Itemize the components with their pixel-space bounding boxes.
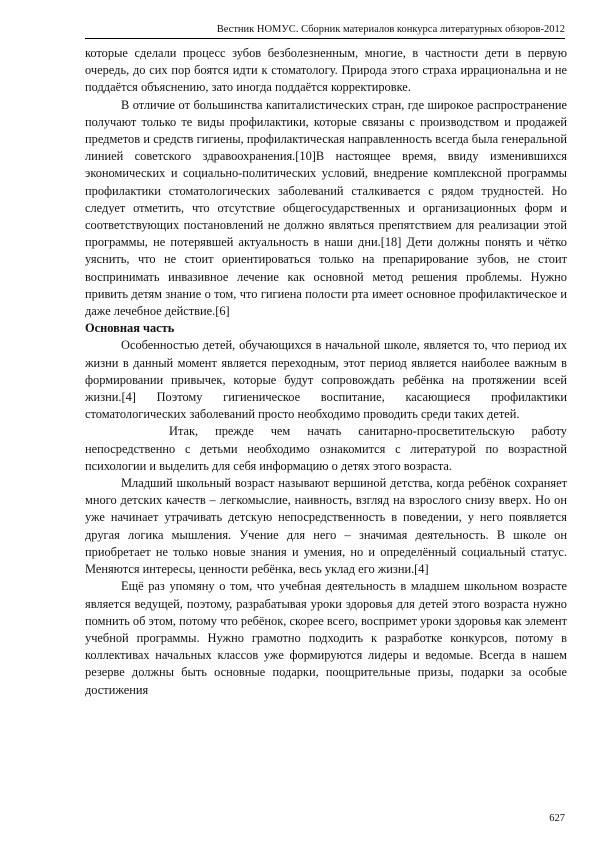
page-number: 627 bbox=[549, 813, 565, 824]
header-rule bbox=[85, 38, 565, 39]
section-heading: Основная часть bbox=[85, 321, 175, 336]
paragraph-continued: которые сделали процесс зубов безболезненным, многие, в частности дети в первую очередь, до сих пор боятся идти к стоматологу. Природа этого страха иррациональна и не поддаётся объяснению, зато иногда поддаётся корректировке. bbox=[85, 46, 567, 95]
running-header: Вестник НОМУС. Сборник материалов конкурса литературных обзоров-2012 bbox=[216, 24, 565, 35]
paragraph-psychology: Итак, прежде чем начать санитарно-просветительскую работу непосредственно с детьми необходимо ознакомится с литературой по возрастной психологии и выделить для себя информацию о детях этого возраста. bbox=[85, 424, 567, 473]
paragraph-prevention: В отличие от большинства капиталистических стран, где широкое распространение получают только те виды профилактики, которые связаны с производством и продажей предметов и средств гигиены, профилактическая направленность всегда была генеральной линией советского здравоохранения.[10]В настоящее время, ввиду изменившихся экономических и социально-политических условий, внедрение комплексной программы профилактики стоматологических заболеваний сталкивается с рядом трудностей. Но следует отметить, что отсутствие общегосударственных и организационных форм и соответствующих постановлений не должно являться препятствием для реализации этой программы, не потерявшей актуальность в наши дни.[18] Дети должны понять и чётко уяснить, что не стоит ориентироваться только на препарирование зубов, не стоит воспринимать инвазивное лечение как основной метод решения проблемы. Нужно привить детям знание о том, что гигиена полости рта имеет основное профилактическое и даже лечебное действие.[6] bbox=[85, 97, 567, 319]
paragraph-learning-activity: Ещё раз упомяну о том, что учебная деятельность в младшем школьном возрасте является ведущей, поэтому, разрабатывая уроки здоровья для детей этого возраста нужно помнить об этом, потому что ребёнок, скорее всего, воспримет уроки здоровья как элемент учебной программы. Нужно грамотно подходить к разработке конкурсов, потому в коллективах начальных классов уже формируются лидеры и ведомые. Всегда в нашем резерве должны быть основные подарки, поощрительные призы, подарки за особые достижения bbox=[85, 579, 567, 697]
paragraph-school-age: Младший школьный возраст называют вершиной детства, когда ребёнок сохраняет много детских качеств – легкомыслие, наивность, взгляд на взрослого снизу вверх. Но он уже начинает утрачивать детскую непосредственность в поведении, у него появляется другая логика мышления. Учение для него – значимая деятельность. В школе он приобретает не только новые знания и умения, но и определённый социальный статус. Меняются интересы, ценности ребёнка, весь уклад его жизни.[4] bbox=[85, 476, 567, 577]
paragraph-primary-school: Особенностью детей, обучающихся в начальной школе, является то, что период их жизни в данный момент является переходным, этот период является наиболее важным в формировании привычек, которые будут сопровождать ребёнка на протяжении всей жизни.[4] Поэтому гигиеническое воспитание, касающиеся профилактики стоматологических заболеваний просто необходимо проводить среди таких детей. bbox=[85, 338, 567, 422]
body-text bbox=[85, 45, 567, 699]
